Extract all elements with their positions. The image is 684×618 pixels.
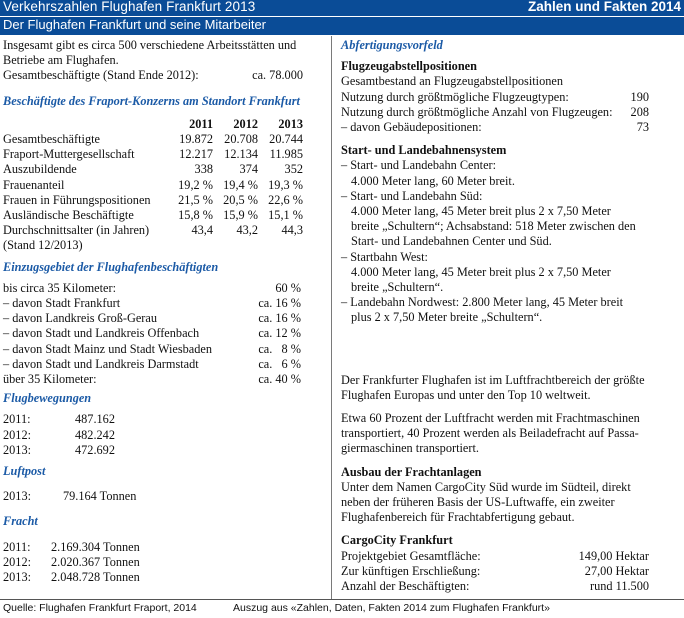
total-label: Gesamtbeschäftigte (Stand Ende 2012): [3,68,199,83]
stands-item-value: 208 [630,104,649,119]
year-2011-header: 2011 [189,116,213,131]
table-row [3,162,303,177]
table-row-label: Frauenanteil [3,177,65,192]
flights-list [3,412,325,458]
cargo-item-year: 2013: [3,570,32,585]
footer-extract: Auszug aus «Zahlen, Daten, Fakten 2014 zum Flughafen Frankfurt» [233,602,550,614]
flights-item [3,412,325,427]
year-2013-header: 2013 [278,116,303,131]
cargo-list [3,540,325,586]
stands-item-label: Nutzung durch größtmögliche Anzahl von Flugzeugen: [341,104,613,119]
stands-item-label: Nutzung durch größtmögliche Flugzeugtypen: [341,89,569,104]
total-employees-row [3,68,303,83]
flights-item-value: 487.162 [75,412,115,427]
total-value: ca. 78.000 [252,68,303,83]
stands-item [341,120,649,135]
table-cell: 374 [239,162,258,177]
table-row-label: Durchschnittsalter (in Jahren) [3,223,150,238]
catchment-item [3,372,301,387]
runway-line: – Start- und Landebahn Center: [341,158,497,173]
table-cell: 43,4 [191,223,213,238]
catchment-item-value: ca. 12 % [258,326,301,341]
table-cell: 12.134 [224,147,258,162]
stands-item-label: – davon Gebäudepositionen: [341,120,482,135]
catchment-item-label: – davon Stadt Mainz und Stadt Wiesbaden [3,341,212,356]
freight-para-2a: Etwa 60 Prozent der Luftfracht werden mit Frachtmaschinen [341,411,640,426]
cargo-section-title: Fracht [3,514,38,529]
catchment-item-label: – davon Stadt Frankfurt [3,296,121,311]
flights-item [3,428,325,443]
freight-para-1b: Flughafen Europas und unter den Top 10 weltweit. [341,387,591,402]
employee-table [3,117,303,239]
catchment-item-value: ca. 6 % [258,356,301,371]
emp-section-title: Beschäftigte des Fraport-Konzerns am Standort Frankfurt [3,93,300,108]
runway-line: – Startbahn West: [341,249,428,264]
table-row-label: Auszubildende [3,162,77,177]
table-cell: 19,2 % [178,177,213,192]
cargo-item-value: 2.048.728 Tonnen [51,570,140,585]
runway-line: 4.000 Meter lang, 45 Meter breit plus 2 x 7,50 Meter [351,264,611,279]
cargocity-item [341,549,649,564]
runway-list [341,158,679,325]
runway-line: breite „Schultern“; Achsabstand: 518 Meter zwischen den [351,219,636,234]
table-cell: 20,5 % [223,192,258,207]
title-bar [0,0,684,16]
catchment-item-label: – davon Landkreis Groß-Gerau [3,311,157,326]
expansion-line-2: neben der früheren Basis der US-Luftwaffe, ein zweiter [341,495,615,510]
stands-intro: Gesamtbestand an Flugzeugabstellpositionen [341,74,563,89]
year-2012-header: 2012 [233,116,258,131]
catchment-item-label: – davon Stadt und Landkreis Offenbach [3,326,200,341]
table-row [3,208,303,223]
mail-year: 2013: [3,489,32,504]
table-cell: 43,2 [236,223,258,238]
table-row [3,132,303,147]
catchment-list [3,281,301,387]
stands-item [341,90,649,105]
catchment-item [3,326,301,341]
table-cell: 19,4 % [223,177,258,192]
flights-item [3,443,325,458]
cargo-item-year: 2012: [3,554,32,569]
runway-line: – Landebahn Nordwest: 2.800 Meter lang, 45 Meter breit [341,295,624,310]
column-divider [331,36,332,599]
stands-title: Flugzeugabstellpositionen [341,59,477,74]
catchment-item [3,357,301,372]
freight-para-2c: giermaschinen transportiert. [341,441,479,456]
stands-item-value: 73 [636,120,649,135]
table-cell: 44,3 [281,223,303,238]
flights-section-title: Flugbewegungen [3,391,92,406]
cargocity-list [341,549,649,595]
cargo-item [3,555,325,570]
table-row [3,223,303,238]
cargocity-item-value: rund 11.500 [590,579,649,594]
cargo-item-year: 2011: [3,539,31,554]
catchment-item-value: ca. 8 % [258,341,301,356]
table-row-label: Ausländische Beschäftigte [3,208,134,223]
emp-note: (Stand 12/2013) [3,238,83,253]
catchment-item-value: ca. 40 % [258,372,301,387]
cargo-item [3,540,325,555]
table-cell: 12.217 [179,147,213,162]
expansion-line-1: Unter dem Namen CargoCity Süd wurde im Südteil, direkt [341,479,631,494]
table-cell: 22,6 % [268,192,303,207]
catchment-item-label: über 35 Kilometer: [3,372,97,387]
flights-item-year: 2013: [3,442,32,457]
footer-source: Quelle: Flughafen Frankfurt Fraport, 2014 [3,602,197,614]
table-cell: 21,5 % [178,192,213,207]
flights-item-year: 2012: [3,427,32,442]
cargocity-item [341,579,649,594]
runway-title: Start- und Landebahnensystem [341,143,507,158]
cargo-item-value: 2.020.367 Tonnen [51,554,140,569]
catchment-item-value: ca. 16 % [258,311,301,326]
runway-line: breite „Schultern“. [351,280,444,295]
runway-line: 4.000 Meter lang, 60 Meter breit. [351,173,515,188]
catchment-item [3,311,301,326]
page-title-right: Zahlen und Fakten 2014 [527,0,681,14]
catchment-item [3,342,301,357]
table-cell: 352 [284,162,303,177]
catchment-item-value: ca. 16 % [258,296,301,311]
cargocity-title: CargoCity Frankfurt [341,533,453,548]
catchment-item-label: – davon Stadt und Landkreis Darmstadt [3,356,199,371]
table-cell: 15,8 % [178,208,213,223]
apron-section-title: Abfertigungsvorfeld [341,38,443,52]
stands-item-value: 190 [630,89,649,104]
table-row [3,147,303,162]
table-cell: 11.985 [269,147,303,162]
catchment-item-value: 60 % [275,280,301,295]
runway-line: – Start- und Landebahn Süd: [341,188,483,203]
table-row-label: Frauen in Führungspositionen [3,192,151,207]
intro-line-1: Insgesamt gibt es circa 500 verschiedene Arbeitsstätten und [3,38,297,52]
intro-line-2: Betriebe am Flughafen. [3,53,119,68]
footer-divider [0,599,684,600]
expansion-title: Ausbau der Frachtanlagen [341,464,482,479]
cargocity-item-label: Anzahl der Beschäftigten: [341,579,470,594]
table-cell: 338 [194,162,213,177]
table-header-row [3,117,303,132]
stands-item [341,105,649,120]
page-subtitle: Der Flughafen Frankfurt und seine Mitarbeiter [3,17,267,32]
table-cell: 19.872 [179,132,213,147]
table-cell: 20.744 [269,132,303,147]
page-title: Verkehrszahlen Flughafen Frankfurt 2013 [3,0,256,14]
cargo-item [3,570,325,585]
stands-list [341,90,649,136]
runway-line: Start- und Landebahnen Center und Süd. [351,234,552,249]
table-row-label: Gesamtbeschäftigte [3,132,100,147]
flights-item-value: 482.242 [75,427,115,442]
table-cell: 19,3 % [268,177,303,192]
cargocity-item-label: Projektgebiet Gesamtfläche: [341,548,481,563]
table-cell: 20.708 [224,132,258,147]
table-row [3,193,303,208]
cargocity-item [341,564,649,579]
cargo-item-value: 2.169.304 Tonnen [51,539,140,554]
mail-value: 79.164 Tonnen [63,489,137,504]
flights-item-value: 472.692 [75,442,115,457]
catchment-item [3,281,301,296]
runway-line: plus 2 x 7,50 Meter breite „Schultern“. [351,310,543,325]
runway-line: 4.000 Meter lang, 45 Meter breit plus 2 x 7,50 Meter [351,204,611,219]
catchment-item [3,296,301,311]
mail-section-title: Luftpost [3,464,46,479]
expansion-line-3: Flughafenbereich für Frachtabfertigung gebaut. [341,510,575,525]
table-cell: 15,1 % [268,208,303,223]
table-cell: 15,9 % [223,208,258,223]
cargocity-item-value: 149,00 Hektar [578,548,649,563]
mail-row [3,489,325,504]
catchment-item-label: bis circa 35 Kilometer: [3,280,117,295]
freight-para-1a: Der Frankfurter Flughafen ist im Luftfrachtbereich der größte [341,372,645,387]
right-column [341,38,679,594]
table-row-label: Fraport-Muttergesellschaft [3,147,135,162]
freight-para-2b: transportiert, 40 Prozent werden als Beiladefracht auf Passa- [341,426,639,441]
table-row [3,178,303,193]
cargocity-item-label: Zur künftigen Erschließung: [341,563,481,578]
left-column [3,38,325,585]
subtitle-bar [0,16,684,35]
cargocity-item-value: 27,00 Hektar [584,563,649,578]
catchment-section-title: Einzugsgebiet der Flughafenbeschäftigten [3,259,219,274]
flights-item-year: 2011: [3,412,31,427]
